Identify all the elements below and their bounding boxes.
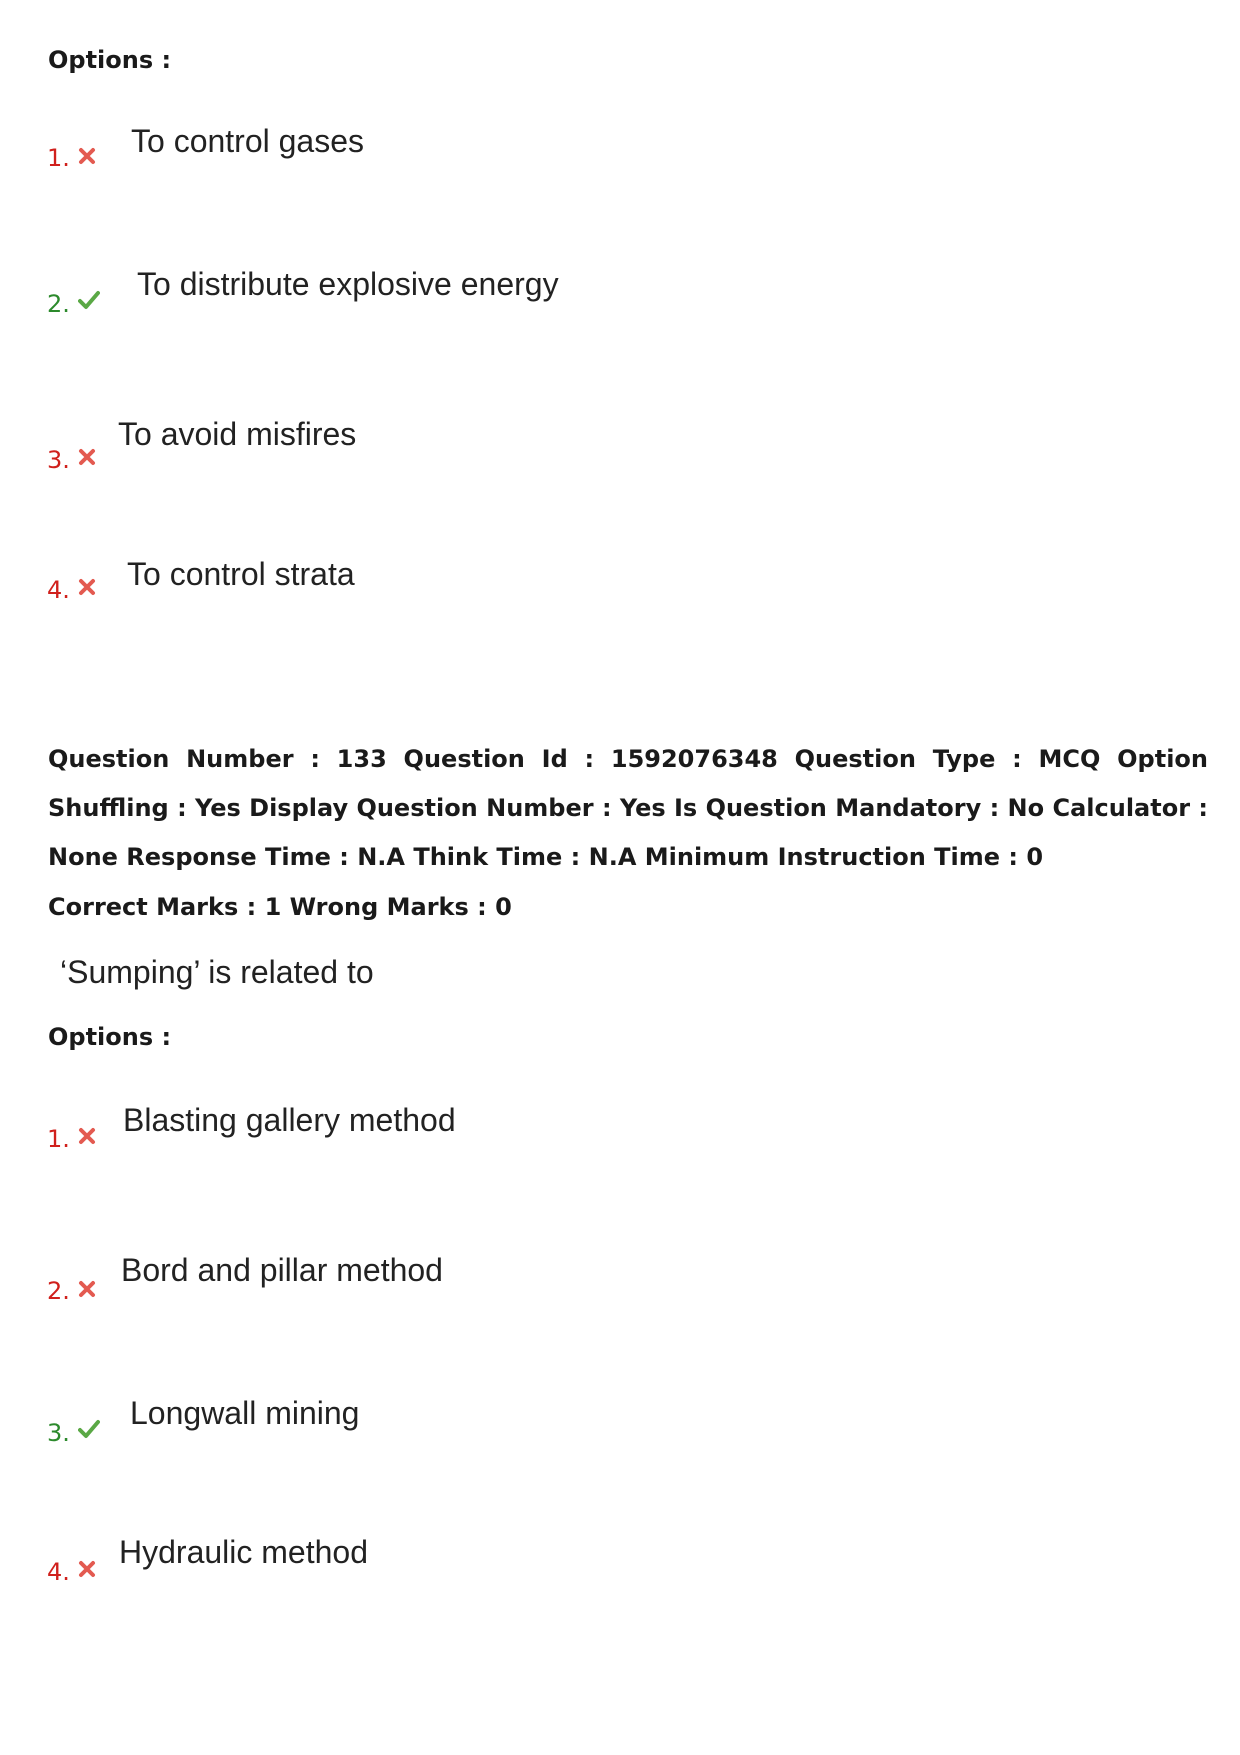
option-number: 2. xyxy=(47,1277,70,1305)
check-icon xyxy=(78,290,100,310)
cross-icon xyxy=(78,147,96,165)
options-heading: Options : xyxy=(48,1023,172,1051)
question-meta: Question Number : 133 Question Id : 1592076348 Question Type : MCQ Option Shuffling : Yes Display Question Number : Yes Is Question Mandatory : No Calculator : None Response Time : N.A Think Time : N.A Minimum Instruction Time : 0 xyxy=(48,745,1208,871)
cross-icon xyxy=(78,448,96,466)
check-icon xyxy=(78,1419,100,1439)
question-text: ‘Sumping’ is related to xyxy=(60,954,374,990)
option-text: To distribute explosive energy xyxy=(137,266,559,302)
option-number: 3. xyxy=(47,1419,70,1447)
option-text: Hydraulic method xyxy=(119,1534,368,1570)
option-number: 3. xyxy=(47,446,70,474)
cross-icon xyxy=(78,1280,96,1298)
option-text: Longwall mining xyxy=(130,1395,360,1431)
option-number: 1. xyxy=(47,1125,70,1153)
option-number: 4. xyxy=(47,576,70,604)
option-number: 1. xyxy=(47,144,70,172)
option-text: To control gases xyxy=(131,123,365,159)
option-text: To avoid misfires xyxy=(118,416,357,452)
option-text: Blasting gallery method xyxy=(123,1102,456,1138)
question-marks: Correct Marks : 1 Wrong Marks : 0 xyxy=(48,893,512,921)
option-number: 2. xyxy=(47,290,70,318)
option-text: Bord and pillar method xyxy=(121,1252,443,1288)
option-number: 4. xyxy=(47,1558,70,1586)
options-heading: Options : xyxy=(48,46,172,74)
cross-icon xyxy=(78,1127,96,1145)
option-text: To control strata xyxy=(127,556,355,592)
cross-icon xyxy=(78,1560,96,1578)
cross-icon xyxy=(78,578,96,596)
